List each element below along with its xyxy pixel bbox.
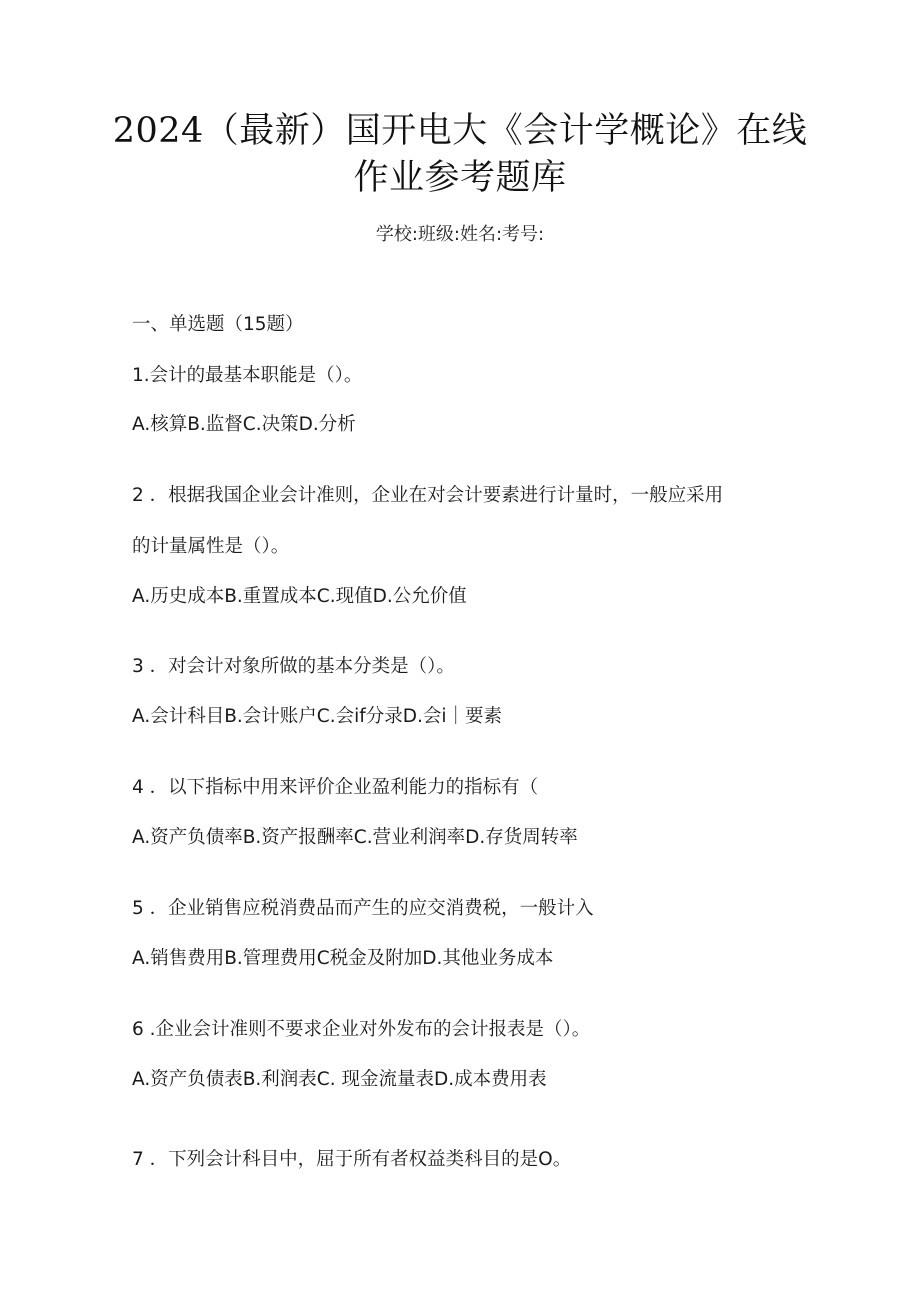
question-3-stem: 3 ．对会计对象所做的基本分类是（）。 (132, 656, 455, 677)
document-title-line-1: 2024（最新）国开电大《会计学概论》在线 (112, 111, 808, 151)
question-4-options: A.资产负债率B.资产报酬率C.营业利润率D.存货周转率 (132, 827, 578, 848)
question-6-stem: 6 .企业会计准则不要求企业对外发布的会计报表是（）。 (132, 1019, 591, 1040)
question-5-stem: 5 ．企业销售应税消费品而产生的应交消费税，一般计入 (132, 898, 594, 919)
question-6-options: A.资产负债表B.利润表C. 现金流量表D.成本费用表 (132, 1069, 547, 1090)
question-2-options: A.历史成本B.重置成本C.现值D.公允价值 (132, 586, 467, 607)
question-2-stem-line-1: 2 ．根据我国企业会计准则，企业在对会计要素进行计量时，一般应采用 (132, 485, 724, 506)
question-2-stem-line-2: 的计量属性是（）。 (132, 536, 290, 557)
question-4-stem: 4 ．以下指标中用来评价企业盈利能力的指标有（ (132, 777, 539, 798)
question-5-options: A.销售费用B.管理费用C税金及附加D.其他业务成本 (132, 948, 554, 969)
document-title-line-2: 作业参考题库 (353, 158, 567, 198)
section-heading: 一、单选题（15题） (132, 314, 304, 335)
student-info-line: 学校:班级:姓名:考号: (375, 224, 545, 245)
question-1-options: A.核算B.监督C.决策D.分析 (132, 414, 356, 435)
question-3-options: A.会计科目B.会计账户C.会if分录D.会i｜要素 (132, 706, 503, 727)
question-1-stem: 1.会计的最基本职能是（）。 (132, 365, 363, 386)
question-7-stem: 7 ．下列会计科目中，屈于所有者权益类科目的是O。 (132, 1149, 572, 1170)
